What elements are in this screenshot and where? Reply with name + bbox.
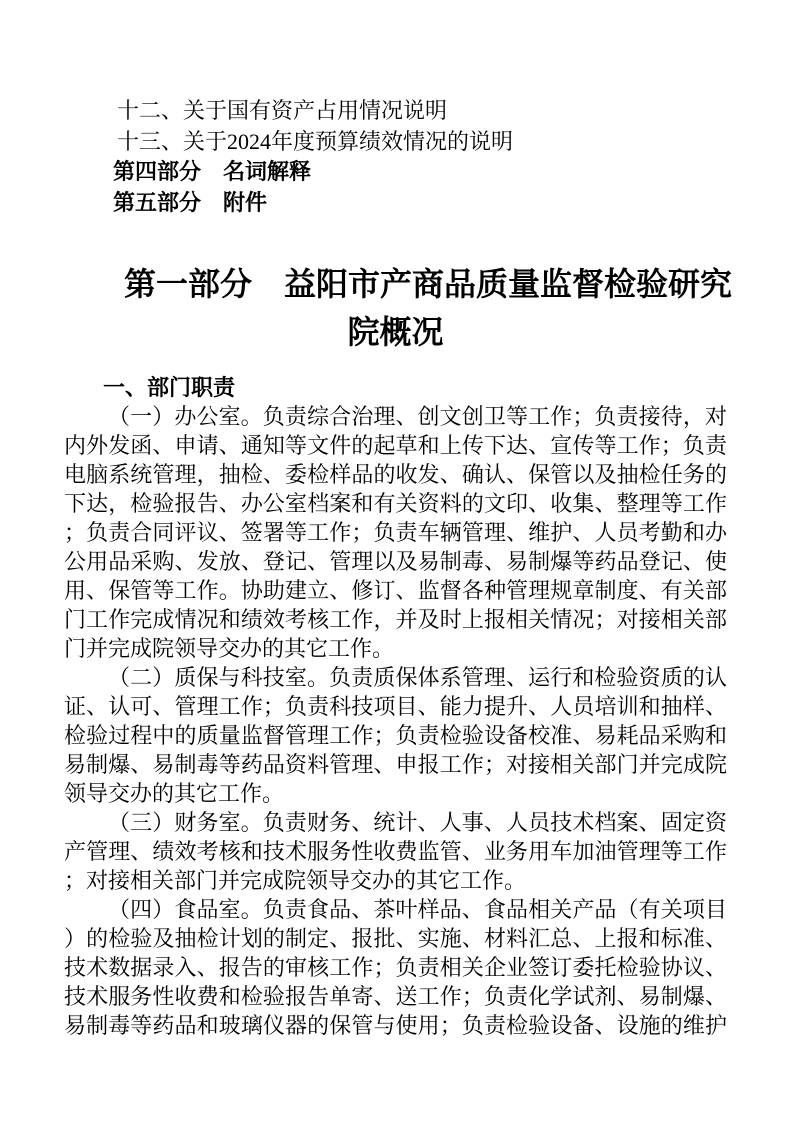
- paragraph-line: 产管理、绩效考核和技术服务性收费监管、业务用车加油管理等工作: [64, 839, 727, 864]
- section-heading-department-duties: 一、部门职责: [103, 375, 236, 400]
- paragraph-quality-and-tech: [64, 663, 727, 808]
- paragraph-line: ；负责合同评议、签署等工作；负责车辆管理、维护、人员考勤和办: [64, 520, 727, 545]
- chapter-title-line-2: 院概况: [347, 314, 444, 350]
- toc-item-part5: 第五部分 附件: [113, 189, 268, 215]
- paragraph-line: 门工作完成情况和绩效考核工作，并及时上报相关情况；对接相关部: [64, 607, 727, 632]
- paragraph-line: 易制爆、易制毒等药品资料管理、申报工作；对接相关部门并完成院: [64, 752, 727, 777]
- toc-fragment: [64, 96, 727, 218]
- paragraph-line: 检验过程中的质量监督管理工作；负责检验设备校准、易耗品采购和: [64, 723, 727, 748]
- paragraph-line: 内外发函、申请、通知等文件的起草和上传下达、宣传等工作；负责: [64, 433, 727, 458]
- paragraph-line: 易制毒等药品和玻璃仪器的保管与使用；负责检验设备、设施的维护: [64, 1013, 727, 1038]
- paragraph-line: ）的检验及抽检计划的制定、报批、实施、材料汇总、上报和标准、: [64, 926, 727, 951]
- paragraph-office: [64, 402, 727, 663]
- toc-item-12: 十二、关于国有资产占用情况说明: [117, 98, 448, 123]
- chapter-title-line-1: 第一部分 益阳市产商品质量监督检验研究: [124, 266, 733, 302]
- paragraph-line: ；对接相关部门并完成院领导交办的其它工作。: [64, 868, 527, 893]
- chapter-title: [64, 260, 733, 356]
- paragraph-line: （二）质保与科技室。负责质保体系管理、运行和检验资质的认: [108, 665, 727, 690]
- paragraph-line: （一）办公室。负责综合治理、创文创卫等工作；负责接待，对: [108, 404, 727, 429]
- paragraph-line: 用、保管等工作。协助建立、修订、监督各种管理规章制度、有关部: [64, 578, 727, 603]
- toc-item-part4: 第四部分 名词解释: [113, 159, 312, 184]
- paragraph-line: 下达，检验报告、办公室档案和有关资料的文印、收集、整理等工作: [64, 491, 727, 516]
- paragraph-line: 证、认可、管理工作；负责科技项目、能力提升、人员培训和抽样、: [64, 694, 727, 719]
- paragraph-line: 领导交办的其它工作。: [64, 781, 285, 806]
- paragraph-line: 技术服务性收费和检验报告单寄、送工作；负责化学试剂、易制爆、: [64, 984, 727, 1009]
- paragraph-food: [64, 895, 727, 1040]
- paragraph-line: 电脑系统管理，抽检、委检样品的收发、确认、保管以及抽检任务的: [64, 462, 727, 487]
- paragraph-finance: [64, 808, 727, 895]
- paragraph-line: 门并完成院领导交办的其它工作。: [64, 636, 395, 661]
- paragraph-line: 技术数据录入、报告的审核工作；负责相关企业签订委托检验协议、: [64, 955, 727, 980]
- toc-item-13: 十三、关于2024年度预算绩效情况的说明: [117, 128, 514, 154]
- paragraph-line: （三）财务室。负责财务、统计、人事、人员技术档案、固定资: [108, 810, 727, 835]
- paragraph-line: （四）食品室。负责食品、茶叶样品、食品相关产品（有关项目: [108, 897, 727, 922]
- paragraph-line: 公用品采购、发放、登记、管理以及易制毒、易制爆等药品登记、使: [64, 549, 727, 574]
